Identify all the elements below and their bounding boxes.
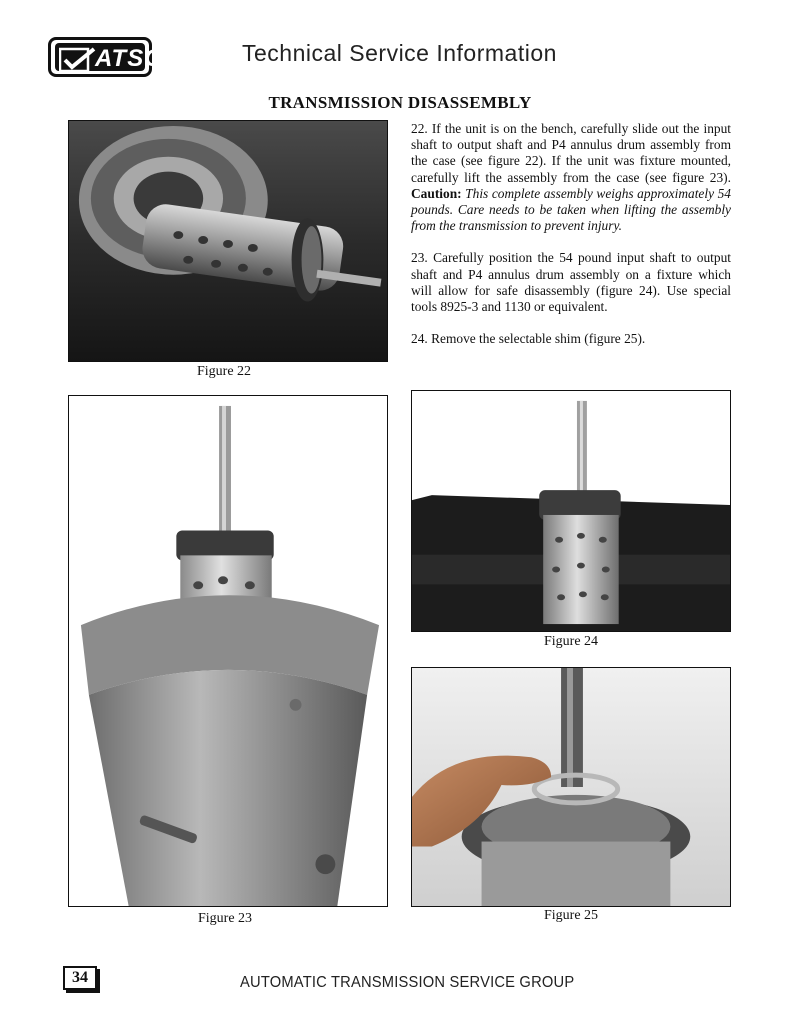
section-title: TRANSMISSION DISASSEMBLY [268,93,532,112]
figure-25-caption: Figure 25 [544,908,599,923]
header-title: Technical Service Information [242,40,557,66]
logo-text: ATSG [95,45,164,72]
caution-label: Caution: [411,185,462,201]
step-24: 24. Remove the selectable shim (figure 25). [411,331,646,347]
footer-organization: AUTOMATIC TRANSMISSION SERVICE GROUP [240,974,575,991]
atsg-logo [48,37,164,77]
step-22-text: 22. If the unit is on the bench, carefully slide out the input shaft to output shaft and P4 annulus drum assembly from the case (see figure 22). If the unit was fixture mounted, carefully lift the assembly from the case (see figure 23). [411,121,731,185]
figure-22-caption: Figure 22 [197,364,252,379]
step-22 [411,121,731,234]
figure-22-photo [68,120,388,362]
checkmark-icon [59,47,97,73]
figure-25-photo [411,667,731,907]
figure-23-photo [68,395,388,907]
step-23: 23. Carefully position the 54 pound input shaft to output shaft and P4 annulus drum assembly on a fixture which will allow for safe disassembly (figure 24). Use special tools 8925-3 and 1130 or equivalent. [411,250,731,315]
procedure-text [411,121,731,363]
figure-23-caption: Figure 23 [198,911,253,926]
figure-24-caption: Figure 24 [544,634,599,649]
page-number: 34 [63,966,97,990]
figure-24-photo [411,390,731,632]
caution-text: This complete assembly weighs approximately 54 pounds. Care needs to be taken when lifting the assembly from the transmission to prevent injury. [411,185,731,234]
